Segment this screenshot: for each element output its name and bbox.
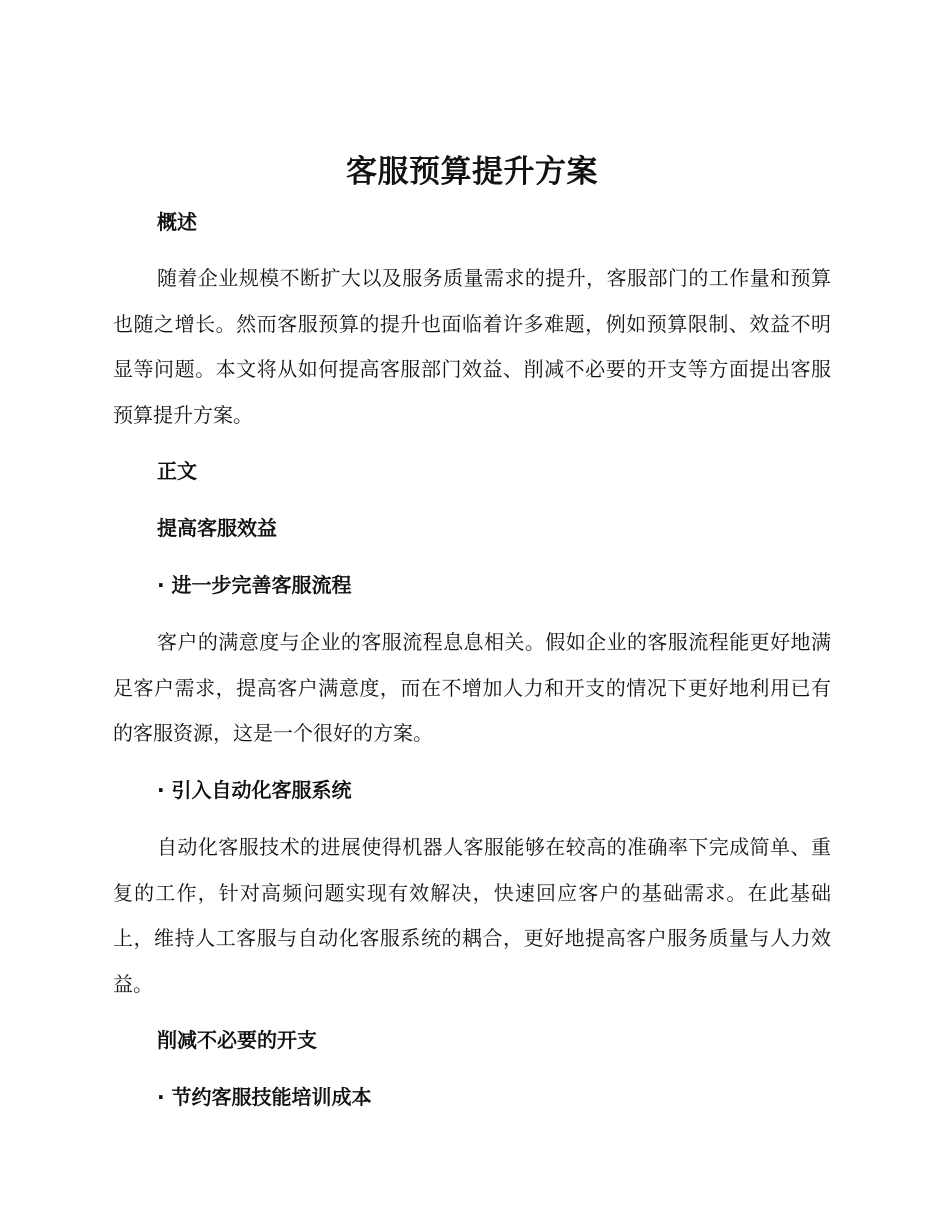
item-training-cost-heading: · 节约客服技能培训成本 — [157, 1085, 372, 1109]
item-automation-paragraph: 自动化客服技术的进展使得机器人客服能够在较高的准确率下完成简单、重复的工作，针对高频问题实现有效解决，快速回应客户的基础需求。在此基础上，维持人工客服与自动化客服系统的耦合，更好地提高客户服务质量与人力效益。 — [113, 835, 831, 996]
body-heading: 正文 — [157, 459, 197, 483]
cut-costs-heading: 削减不必要的开支 — [157, 1028, 317, 1052]
item-improve-process-heading: · 进一步完善客服流程 — [157, 573, 352, 597]
document-title: 客服预算提升方案 — [346, 154, 598, 190]
overview-paragraph: 随着企业规模不断扩大以及服务质量需求的提升，客服部门的工作量和预算也随之增长。然而客服预算的提升也面临着许多难题，例如预算限制、效益不明显等问题。本文将从如何提高客服部门效益、削减不必要的开支等方面提出客服预算提升方案。 — [113, 266, 831, 427]
item-automation-heading: · 引入自动化客服系统 — [157, 778, 352, 802]
overview-heading: 概述 — [157, 210, 197, 234]
item-improve-process-paragraph: 客户的满意度与企业的客服流程息息相关。假如企业的客服流程能更好地满足客户需求，提高客户满意度，而在不增加人力和开支的情况下更好地利用已有的客服资源，这是一个很好的方案。 — [113, 630, 831, 745]
document-page — [113, 0, 831, 1230]
improve-efficiency-heading: 提高客服效益 — [157, 516, 277, 540]
